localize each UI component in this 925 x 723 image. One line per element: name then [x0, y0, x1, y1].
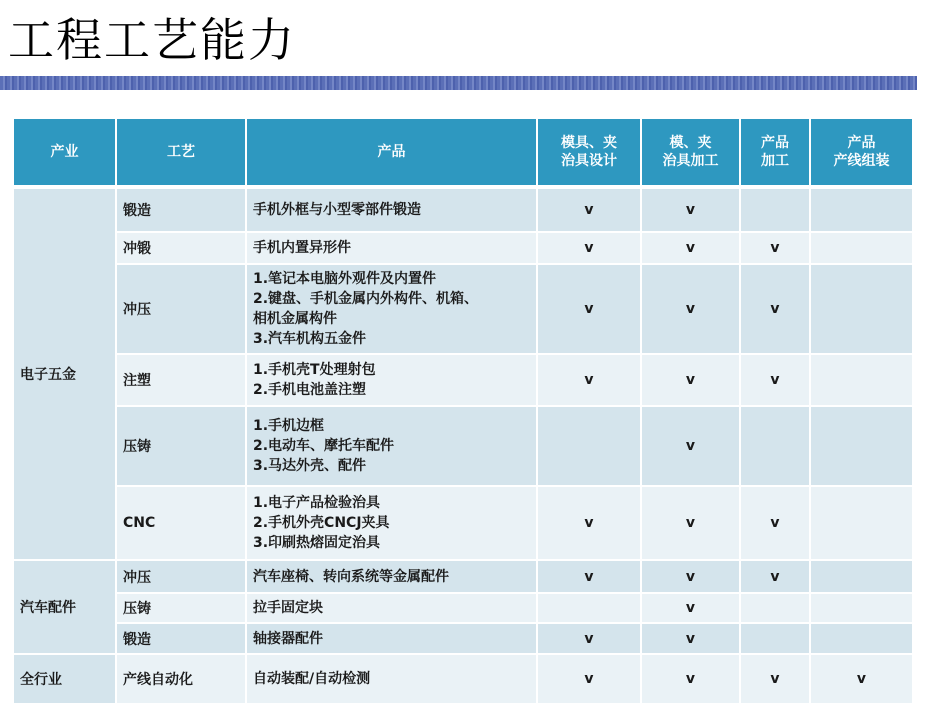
- product-line: 手机内置异形件: [253, 240, 351, 256]
- process-cell: 冲锻: [116, 232, 246, 264]
- column-header: 模具、夹 治具设计: [537, 119, 641, 187]
- product-line: 2.电动车、摩托车配件: [253, 438, 395, 454]
- column-header: 产业: [14, 119, 116, 187]
- table-row: [14, 354, 913, 406]
- decorative-band: [0, 76, 917, 90]
- check-cell: v: [537, 623, 641, 654]
- check-cell: [810, 623, 913, 654]
- product-cell: [246, 593, 537, 623]
- product-line: 2.手机电池盖注塑: [253, 382, 367, 398]
- product-cell: [246, 187, 537, 232]
- product-cell: [246, 232, 537, 264]
- table-header-row: [14, 119, 913, 187]
- check-cell: v: [740, 354, 810, 406]
- check-cell: v: [740, 560, 810, 593]
- check-cell: [740, 623, 810, 654]
- process-cell: 产线自动化: [116, 654, 246, 704]
- table-row: [14, 654, 913, 704]
- table-row: [14, 187, 913, 232]
- product-cell: [246, 486, 537, 560]
- check-cell: [810, 406, 913, 486]
- table-row: [14, 232, 913, 264]
- product-line: 3.马达外壳、配件: [253, 458, 367, 474]
- column-header: 产品: [246, 119, 537, 187]
- check-cell: v: [537, 264, 641, 354]
- column-header: 工艺: [116, 119, 246, 187]
- check-cell: v: [641, 264, 740, 354]
- check-cell: v: [740, 232, 810, 264]
- product-cell: [246, 406, 537, 486]
- product-line: 1.电子产品检验治具: [253, 495, 381, 511]
- check-cell: [740, 406, 810, 486]
- check-cell: v: [641, 406, 740, 486]
- capability-table: [14, 119, 914, 705]
- industry-cell: 电子五金: [14, 187, 116, 560]
- check-cell: v: [641, 560, 740, 593]
- column-header: 模、夹 治具加工: [641, 119, 740, 187]
- check-cell: v: [740, 654, 810, 704]
- industry-cell: 全行业: [14, 654, 116, 704]
- product-cell: [246, 654, 537, 704]
- check-cell: [810, 264, 913, 354]
- table-row: [14, 623, 913, 654]
- product-cell: [246, 623, 537, 654]
- check-cell: v: [641, 486, 740, 560]
- process-cell: 压铸: [116, 406, 246, 486]
- product-line: 1.手机壳T处理射包: [253, 362, 376, 378]
- product-line: 轴接器配件: [253, 630, 323, 647]
- check-cell: [740, 187, 810, 232]
- product-line: 自动装配/自动检测: [253, 671, 371, 687]
- check-cell: v: [641, 593, 740, 623]
- table-row: [14, 406, 913, 486]
- check-cell: v: [537, 232, 641, 264]
- check-cell: v: [641, 623, 740, 654]
- process-cell: 压铸: [116, 593, 246, 623]
- check-cell: [810, 593, 913, 623]
- check-cell: v: [537, 486, 641, 560]
- check-cell: [810, 354, 913, 406]
- check-cell: [810, 187, 913, 232]
- product-line: 相机金属构件: [253, 311, 337, 327]
- product-line: 汽车座椅、转向系统等金属配件: [253, 568, 449, 585]
- process-cell: 冲压: [116, 264, 246, 354]
- check-cell: v: [537, 654, 641, 704]
- product-cell: [246, 354, 537, 406]
- product-line: 3.印刷热熔固定治具: [253, 535, 381, 551]
- check-cell: [810, 232, 913, 264]
- process-cell: 锻造: [116, 187, 246, 232]
- check-cell: v: [740, 486, 810, 560]
- product-line: 手机外框与小型零部件锻造: [253, 202, 421, 218]
- process-cell: CNC: [116, 486, 246, 560]
- check-cell: v: [641, 654, 740, 704]
- check-cell: v: [740, 264, 810, 354]
- check-cell: v: [810, 654, 913, 704]
- check-cell: [537, 406, 641, 486]
- check-cell: v: [641, 187, 740, 232]
- check-cell: v: [641, 354, 740, 406]
- check-cell: [810, 486, 913, 560]
- process-cell: 锻造: [116, 623, 246, 654]
- check-cell: [740, 593, 810, 623]
- table-row: [14, 264, 913, 354]
- product-line: 2.手机外壳CNCJ夹具: [253, 515, 390, 531]
- product-line: 拉手固定块: [253, 600, 323, 616]
- table-row: [14, 560, 913, 593]
- process-cell: 冲压: [116, 560, 246, 593]
- product-line: 1.手机边框: [253, 418, 325, 434]
- product-line: 3.汽车机构五金件: [253, 331, 367, 347]
- column-header: 产品 产线组装: [810, 119, 913, 187]
- check-cell: v: [537, 354, 641, 406]
- product-line: 1.笔记本电脑外观件及内置件: [253, 271, 437, 287]
- product-line: 2.键盘、手机金属内外构件、机箱、: [253, 291, 479, 307]
- product-cell: [246, 264, 537, 354]
- industry-cell: 汽车配件: [14, 560, 116, 654]
- page-title: 工程工艺能力: [8, 13, 296, 67]
- check-cell: [537, 593, 641, 623]
- check-cell: v: [537, 187, 641, 232]
- table-row: [14, 486, 913, 560]
- column-header: 产品 加工: [740, 119, 810, 187]
- check-cell: [810, 560, 913, 593]
- check-cell: v: [641, 232, 740, 264]
- process-cell: 注塑: [116, 354, 246, 406]
- table-row: [14, 593, 913, 623]
- check-cell: v: [537, 560, 641, 593]
- product-cell: [246, 560, 537, 593]
